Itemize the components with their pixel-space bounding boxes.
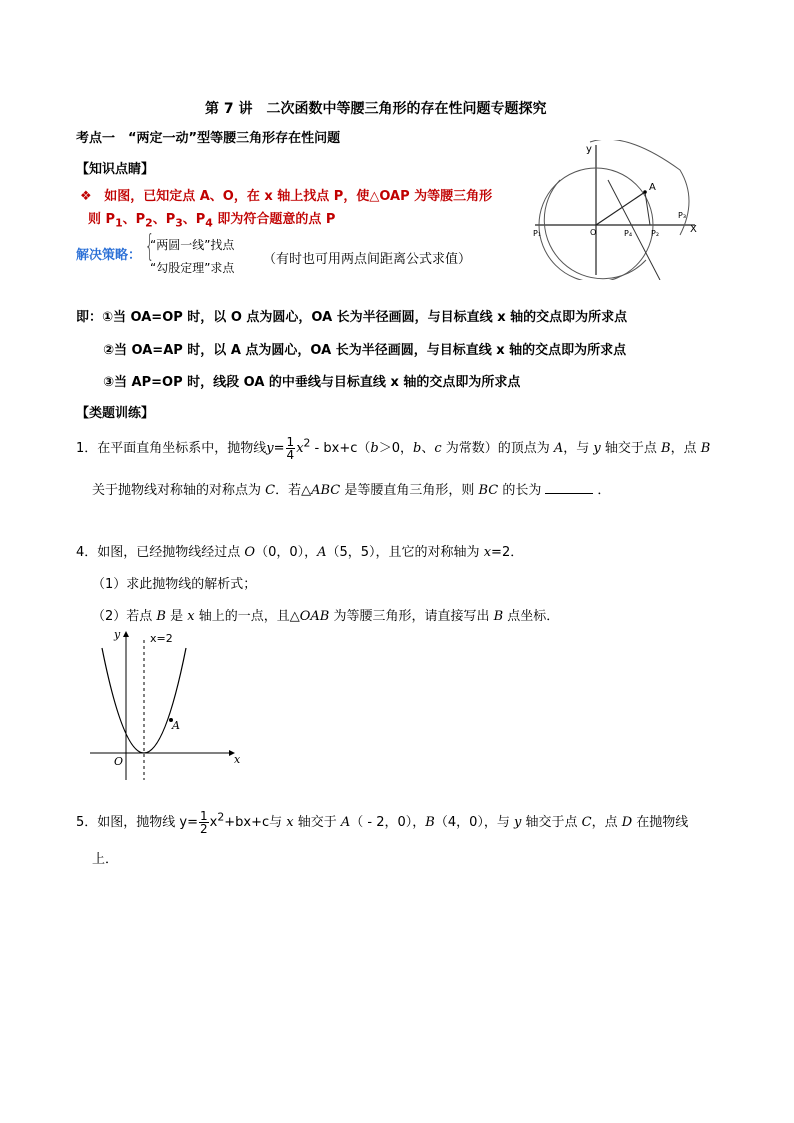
strategy-brace: { <box>144 229 155 264</box>
question-4-sub-1: （1）求此抛物线的解析式； <box>92 577 257 592</box>
point-A-label: A <box>172 719 180 732</box>
answer-blank[interactable] <box>545 483 593 494</box>
point-A-label: A <box>649 182 656 193</box>
strategy-note: （有时也可用两点间距离公式求值） <box>263 252 472 267</box>
method-line-3: ③当 AP=OP 时，线段 OA 的中垂线与目标直线 x 轴的交点即为所求点 <box>103 375 521 390</box>
point-P2-label: P₂ <box>651 229 660 238</box>
strategy-label: 解决策略： <box>76 248 142 263</box>
question-1-line-2: 关于抛物线对称轴的对称点为 C．若△ABC 是等腰直角三角形，则 BC 的长为 ． <box>92 483 611 498</box>
segment-AP <box>645 192 650 225</box>
practice-header: 【类题训练】 <box>76 406 155 421</box>
question-4-line-1: 4．如图，已经抛物线经过点 O（0，0），A（5，5），且它的对称轴为 x=2． <box>76 545 524 560</box>
figure-circles-diagram <box>530 140 705 280</box>
x-axis-label: X <box>690 224 697 235</box>
question-5-line-2: 上． <box>92 852 119 867</box>
method-line-2: ②当 OA=AP 时，以 A 点为圆心，OA 长为半径画圆，与目标直线 x 轴的交点即为所求点 <box>103 343 627 358</box>
symmetry-axis-label: x=2 <box>150 632 173 645</box>
knowledge-header: 【知识点睛】 <box>76 162 155 177</box>
section-heading: 考点一 “两定一动”型等腰三角形存在性问题 <box>76 131 341 146</box>
origin-label: O <box>590 228 597 237</box>
question-5-line-1: 5．如图，抛物线 y= $\frac{1}{2}$ $x^2+bx+c$与 x 轴交于 A（ - 2，0），B（4，0），与 y 轴交于点 C，点 D 在抛物线 <box>76 809 689 836</box>
point-P4-label: P₄ <box>624 229 633 238</box>
strategy-item-2: “勾股定理”求点 <box>150 261 235 275</box>
y-axis-label: y <box>114 628 121 641</box>
point-P3-label: P₃ <box>678 211 687 220</box>
knowledge-line-2: 则 $P_1$、$P_2$、$P_3$、$P_4$ 即为符合题意的点 P <box>88 212 336 230</box>
figure-parabola <box>86 620 246 785</box>
question-4-sub-2: （2）若点 B 是 x 轴上的一点，且△OAB 为等腰三角形，请直接写出 B 点坐标． <box>92 609 560 624</box>
knowledge-line-1: ❖ 如图，已知定点 A、O，在 x 轴上找点 P，使△OAP 为等腰三角形 <box>80 189 493 204</box>
origin-label: O <box>114 755 124 768</box>
segment-OA <box>596 192 645 225</box>
y-axis-label: y <box>586 144 592 155</box>
method-line-1: 即：①当 OA=OP 时，以 O 点为圆心，OA 长为半径画圆，与目标直线 x 轴的交点即为所求点 <box>76 310 628 325</box>
point-P1-label: P₁ <box>533 229 542 238</box>
strategy-item-1: “两圆一线”找点 <box>150 238 235 252</box>
question-1-line-1: 1．在平面直角坐标系中，抛物线y= $\frac{1}{4}$ $x^2 - bx+c(b>0$，b、c 为常数）的顶点为 A，与 y 轴交于点 B，点 B <box>76 435 711 462</box>
bullet-icon: ❖ <box>80 189 92 204</box>
x-axis-label: x <box>234 753 241 766</box>
page-title: 第 7 讲 二次函数中等腰三角形的存在性问题专题探究 <box>205 101 547 117</box>
